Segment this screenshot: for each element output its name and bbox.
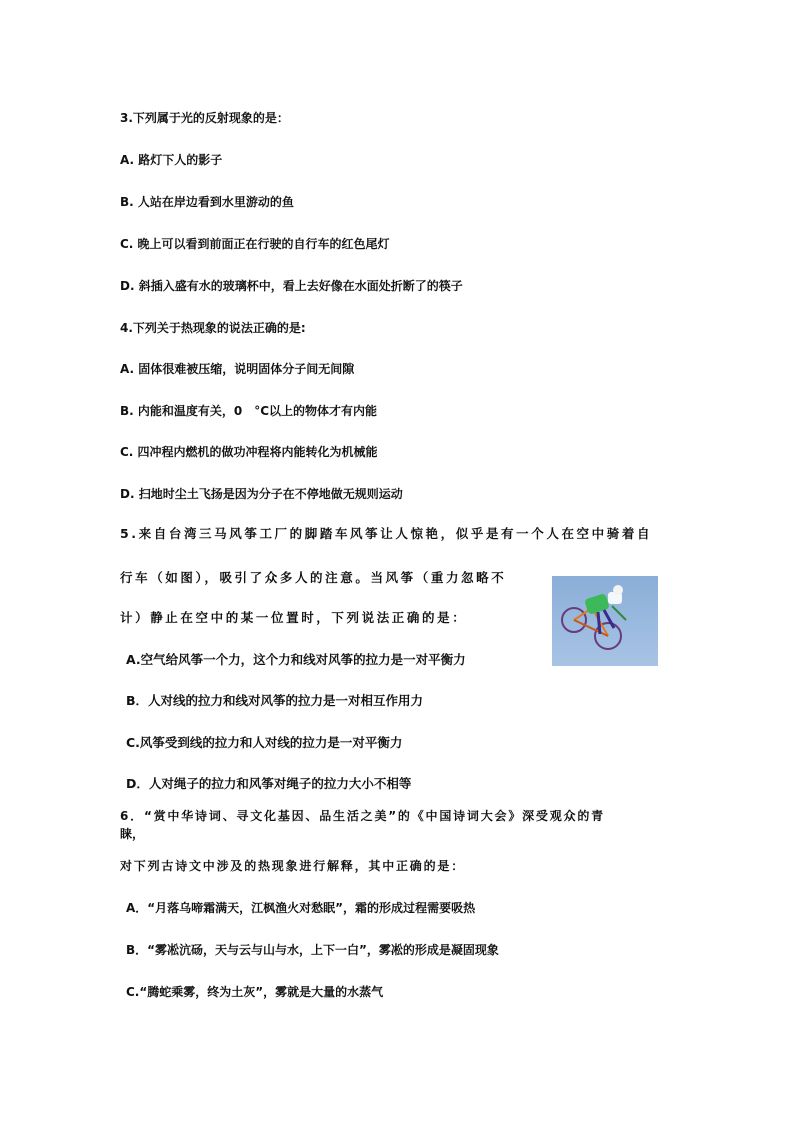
q3-stem: 3.下列属于光的反射现象的是： xyxy=(120,111,289,125)
q4-option-a: A. 固体很难被压缩，说明固体分子间无间隙 xyxy=(120,362,355,376)
q5-option-c: C.风筝受到线的拉力和人对线的拉力是一对平衡力 xyxy=(126,735,403,750)
q3-option-d: D. 斜插入盛有水的玻璃杯中，看上去好像在水面处折断了的筷子 xyxy=(120,279,463,293)
q4-stem: 4.下列关于热现象的说法正确的是: xyxy=(120,321,306,335)
q5-option-d: D．人对绳子的拉力和风筝对绳子的拉力大小不相等 xyxy=(126,776,412,791)
q6-option-a: A．“月落乌啼霜满天，江枫渔火对愁眠”，霜的形成过程需要吸热 xyxy=(126,901,476,915)
q3-option-a: A. 路灯下人的影子 xyxy=(120,153,223,167)
q3-option-b: B. 人站在岸边看到水里游动的鱼 xyxy=(120,195,294,209)
q5-stem-line-3: 计）静止在空中的某一位置时，下列说法正确的是： xyxy=(120,610,468,625)
q4-option-b: B. 内能和温度有关，0 °C以上的物体才有内能 xyxy=(120,404,378,418)
q3-option-c: C. 晚上可以看到前面正在行驶的自行车的红色尾灯 xyxy=(120,237,390,251)
q5-stem-line-2: 行车（如图），吸引了众多人的注意。当风筝（重力忽略不 xyxy=(120,570,507,585)
q4-option-c: C. 四冲程内燃机的做功冲程将内能转化为机械能 xyxy=(120,445,378,459)
q6-option-c: C.“腾蛇乘雾，终为土灰”，雾就是大量的水蒸气 xyxy=(126,985,384,999)
q6-stem-line-1: 6．“赏中华诗词、寻文化基因、品生活之美”的《中国诗词大会》深受观众的青 xyxy=(120,809,605,823)
q5-option-a: A.空气给风筝一个力，这个力和线对风筝的拉力是一对平衡力 xyxy=(126,652,466,667)
bicycle-kite-illustration xyxy=(552,576,658,666)
q5-stem-line-1: 5.来自台湾三马风筝工厂的脚踏车风筝让人惊艳，似乎是有一个人在空中骑着自 xyxy=(120,526,653,541)
q4-option-d: D. 扫地时尘土飞扬是因为分子在不停地做无规则运动 xyxy=(120,487,403,501)
q5-option-b: B．人对线的拉力和线对风筝的拉力是一对相互作用力 xyxy=(126,693,424,708)
q6-stem-line-2: 睐， xyxy=(120,827,145,841)
q6-stem-line-3: 对下列古诗文中涉及的热现象进行解释，其中正确的是： xyxy=(120,859,466,873)
q6-option-b: B．“雾凇沆砀，天与云与山与水，上下一白”，雾凇的形成是凝固现象 xyxy=(126,943,499,957)
bicycle-kite-photo xyxy=(552,576,658,666)
